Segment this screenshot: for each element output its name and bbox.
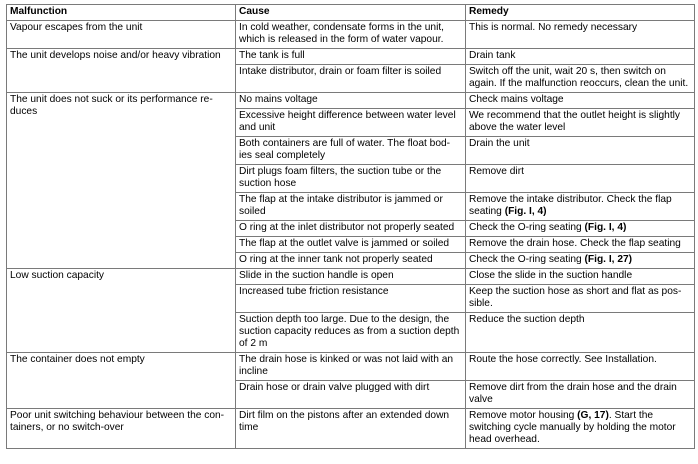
troubleshooting-table-wrapper	[6, 4, 694, 449]
remedy-cell	[466, 253, 695, 269]
remedy-text: Check the O-ring seating	[469, 222, 585, 233]
malfunction-cell: The unit develops noise and/or heavy vibration	[7, 49, 236, 93]
remedy-cell	[466, 165, 695, 193]
cause-cell: Increased tube friction resistance	[236, 285, 466, 313]
remedy-text: Drain the unit	[469, 138, 530, 149]
malfunction-cell: The unit does not suck or its performance re-duces	[7, 93, 236, 269]
remedy-column-header: Remedy	[466, 5, 695, 21]
table-row	[7, 409, 695, 449]
remedy-cell	[466, 313, 695, 353]
remedy-text: This is normal. No remedy necessary	[469, 22, 638, 33]
figure-reference: (G, 17)	[577, 410, 609, 421]
table-body	[7, 21, 695, 449]
remedy-cell	[466, 109, 695, 137]
cause-cell: The tank is full	[236, 49, 466, 65]
figure-reference: (Fig. I, 27)	[584, 254, 633, 265]
remedy-text: Remove the drain hose. Check the flap seating	[469, 238, 681, 249]
remedy-cell	[466, 237, 695, 253]
cause-cell: The flap at the outlet valve is jammed or soiled	[236, 237, 466, 253]
remedy-text: Keep the suction hose as short and flat as pos-sible.	[469, 286, 682, 309]
remedy-text: Check mains voltage	[469, 94, 564, 105]
remedy-cell	[466, 193, 695, 221]
remedy-text: Reduce the suction depth	[469, 314, 585, 325]
remedy-cell	[466, 49, 695, 65]
table-row	[7, 21, 695, 49]
remedy-text: Switch off the unit, wait 20 s, then switch on again. If the malfunction reoccurs, clean the unit.	[469, 66, 689, 89]
remedy-cell	[466, 137, 695, 165]
cause-cell: No mains voltage	[236, 93, 466, 109]
cause-cell: Slide in the suction handle is open	[236, 269, 466, 285]
cause-cell: The flap at the intake distributor is jammed or soiled	[236, 193, 466, 221]
remedy-text: Remove the intake distributor. Check the flap seating	[469, 194, 672, 217]
cause-cell: The drain hose is kinked or was not laid with an incline	[236, 353, 466, 381]
remedy-cell	[466, 21, 695, 49]
remedy-cell	[466, 285, 695, 313]
malfunction-cell: Vapour escapes from the unit	[7, 21, 236, 49]
remedy-text: Close the slide in the suction handle	[469, 270, 633, 281]
troubleshooting-table	[6, 4, 695, 449]
table-row	[7, 93, 695, 109]
remedy-text: Check the O-ring seating	[469, 254, 585, 265]
cause-cell: In cold weather, condensate forms in the unit, which is released in the form of water vapour.	[236, 21, 466, 49]
remedy-cell	[466, 65, 695, 93]
table-header-row	[7, 5, 695, 21]
cause-cell: Dirt film on the pistons after an extended down time	[236, 409, 466, 449]
remedy-cell	[466, 93, 695, 109]
remedy-text: Remove dirt from the drain hose and the drain valve	[469, 382, 677, 405]
cause-cell: Excessive height difference between water level and unit	[236, 109, 466, 137]
malfunction-column-header: Malfunction	[7, 5, 236, 21]
remedy-cell	[466, 269, 695, 285]
remedy-text: Drain tank	[469, 50, 516, 61]
cause-cell: Suction depth too large. Due to the design, the suction capacity reduces as from a suction depth of 2 m	[236, 313, 466, 353]
cause-cell: O ring at the inner tank not properly seated	[236, 253, 466, 269]
remedy-text: Remove motor housing	[469, 410, 578, 421]
remedy-text: Route the hose correctly. See Installation.	[469, 354, 657, 365]
remedy-cell	[466, 353, 695, 381]
remedy-text: We recommend that the outlet height is slightly above the water level	[469, 110, 681, 133]
remedy-cell	[466, 221, 695, 237]
remedy-text: Remove dirt	[469, 166, 524, 177]
remedy-cell	[466, 409, 695, 449]
figure-reference: (Fig. I, 4)	[504, 206, 547, 217]
remedy-cell	[466, 381, 695, 409]
malfunction-cell: Low suction capacity	[7, 269, 236, 353]
malfunction-cell: Poor unit switching behaviour between the con-tainers, or no switch-over	[7, 409, 236, 449]
malfunction-cell: The container does not empty	[7, 353, 236, 409]
cause-cell: Dirt plugs foam filters, the suction tube or the suction hose	[236, 165, 466, 193]
figure-reference: (Fig. I, 4)	[584, 222, 627, 233]
cause-cell: Drain hose or drain valve plugged with dirt	[236, 381, 466, 409]
cause-column-header: Cause	[236, 5, 466, 21]
table-row	[7, 49, 695, 65]
table-row	[7, 269, 695, 285]
cause-cell: Intake distributor, drain or foam filter is soiled	[236, 65, 466, 93]
cause-cell: Both containers are full of water. The float bod-ies seal completely	[236, 137, 466, 165]
table-row	[7, 353, 695, 381]
cause-cell: O ring at the inlet distributor not properly seated	[236, 221, 466, 237]
remedy-text-continued: . Start the switching cycle manually by holding the motor head overhead.	[469, 410, 676, 445]
